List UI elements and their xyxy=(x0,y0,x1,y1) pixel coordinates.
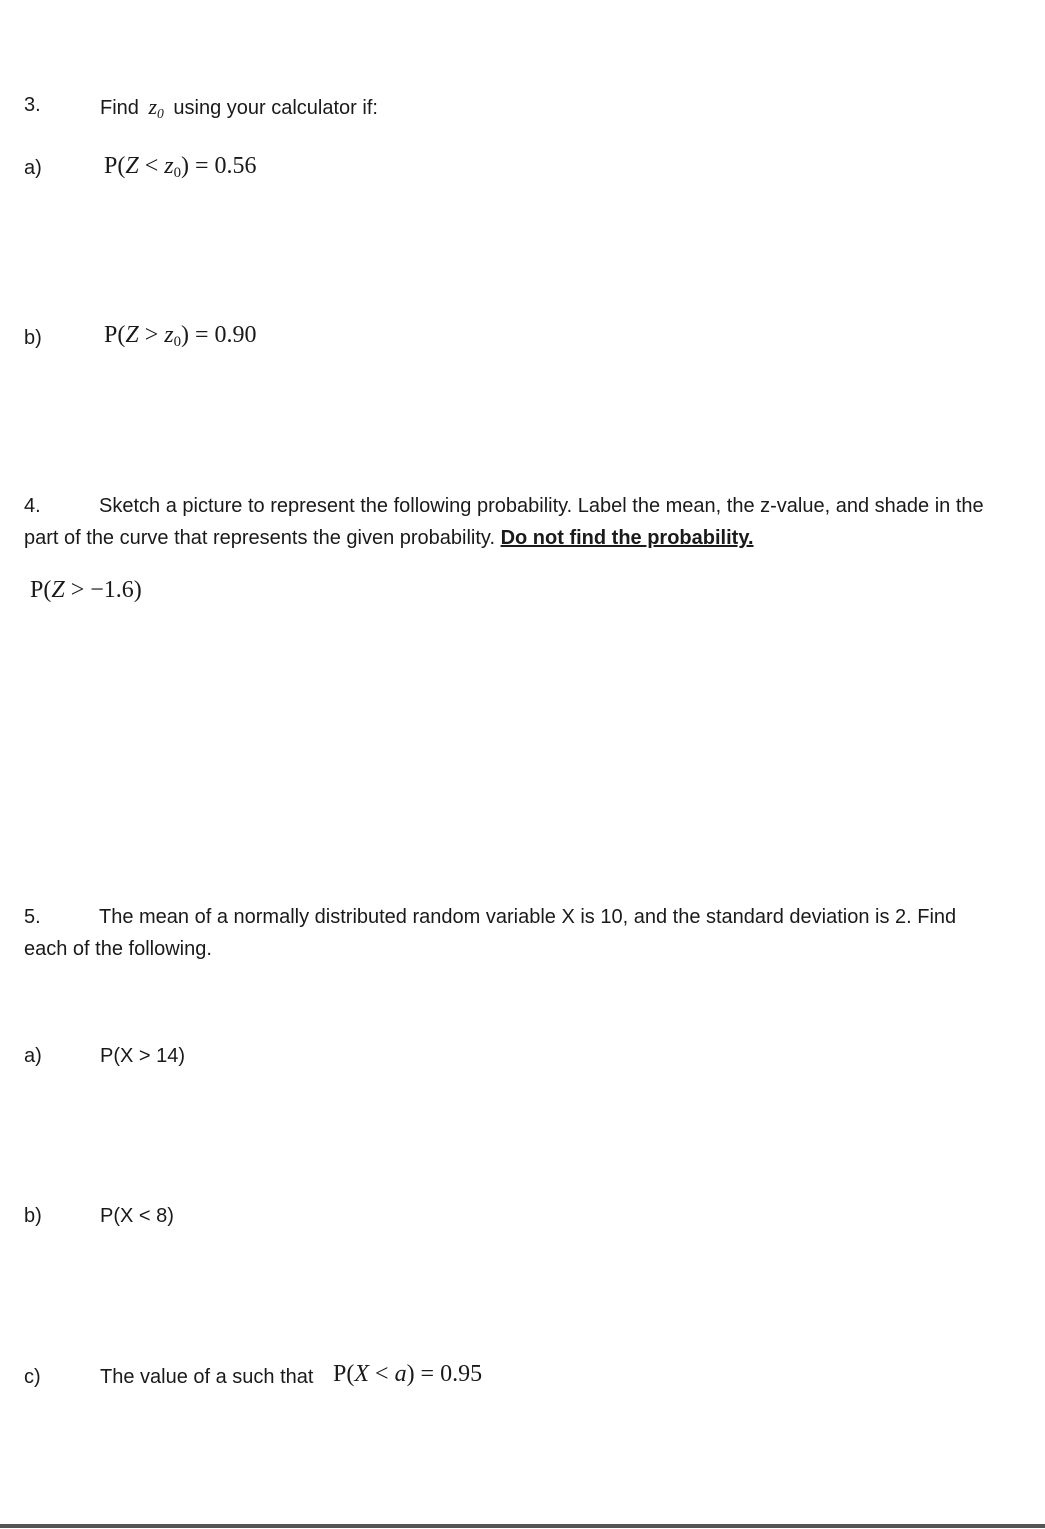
q5-b-label: b) xyxy=(24,1205,42,1227)
q4-number: 4. xyxy=(24,495,41,517)
q3-text-after: using your calculator if: xyxy=(173,97,378,119)
q3-b-expression: $P(Z > z_0) = 0.90$ xyxy=(104,322,257,351)
q4-instructions xyxy=(24,490,999,554)
q5-instructions xyxy=(24,901,999,965)
q5-c-expression: P(X < a) = 0.95 xyxy=(333,1361,483,1387)
page-bottom-border xyxy=(0,1524,1045,1528)
q3-text-before: Find xyxy=(100,97,139,119)
q4-emphasis: Do not find the probability. xyxy=(500,527,754,549)
q3-prompt xyxy=(100,94,378,120)
q5-text: The mean of a normally distributed random variable X is 10, and the standard deviation is 2. Find each of the following. xyxy=(24,906,957,960)
q3-a-label: a) xyxy=(24,157,42,179)
q3-number: 3. xyxy=(24,94,41,116)
q4-expression: P(Z > −1.6) xyxy=(30,577,142,603)
q5-c-label: c) xyxy=(24,1366,41,1388)
q3-b-label: b) xyxy=(24,327,42,349)
q5-a-label: a) xyxy=(24,1045,42,1067)
q5-a-text: P(X > 14) xyxy=(100,1045,186,1067)
q3-z-symbol: $z_0$ xyxy=(148,94,164,121)
q3-a-expression: $P(Z < z_0) = 0.56$ xyxy=(104,153,257,182)
q4-text: Sketch a picture to represent the following probability. Label the mean, the z-value, and shade in the part of the curve that represents the given probability. xyxy=(24,495,984,549)
q5-c-text: The value of a such that xyxy=(100,1366,314,1388)
q5-number: 5. xyxy=(24,906,41,928)
q5-b-text: P(X < 8) xyxy=(100,1205,174,1227)
